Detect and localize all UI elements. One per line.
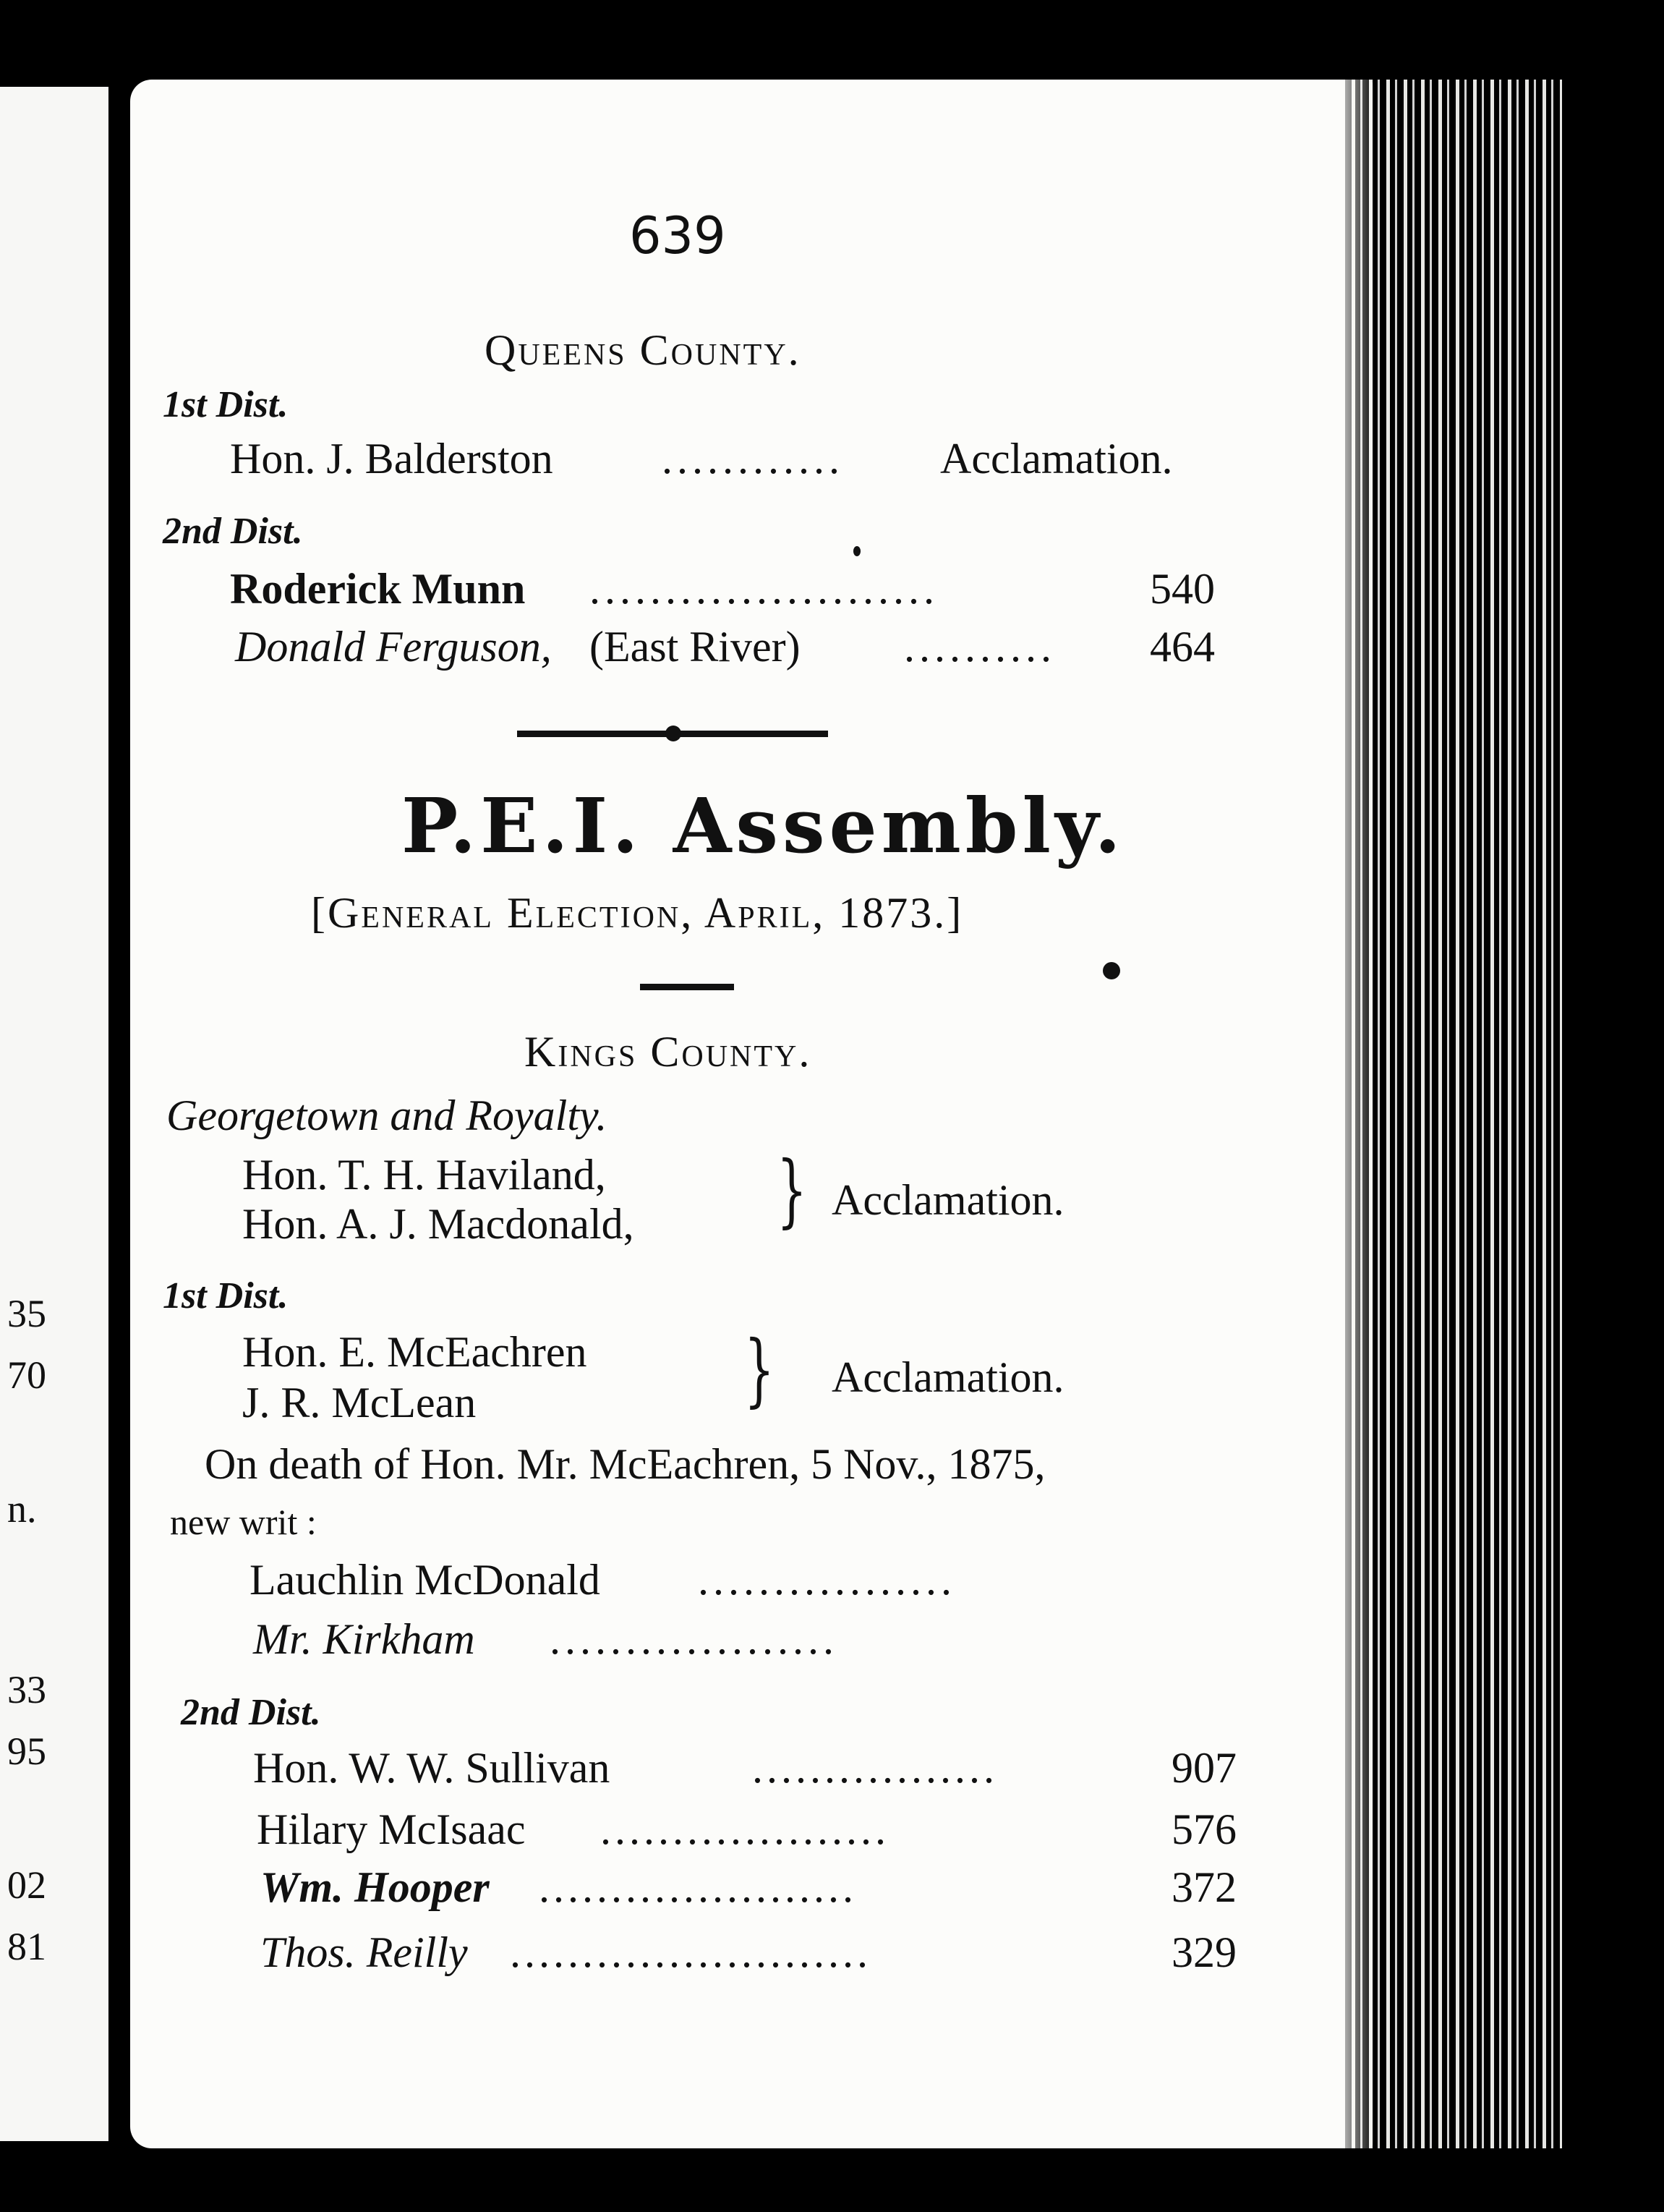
- kings-county-heading: Kings County.: [524, 1028, 812, 1076]
- queens-dist1-result: Acclamation.: [940, 435, 1173, 482]
- page-edges: [1345, 80, 1562, 2148]
- candidate-name: J. R. McLean: [242, 1379, 477, 1426]
- candidate-name: Hon. A. J. Macdonald,: [242, 1200, 634, 1248]
- margin-number: 95: [7, 1730, 46, 1773]
- queens-dist1-label: 1st Dist.: [163, 384, 289, 425]
- margin-number: 35: [7, 1292, 46, 1335]
- margin-number: 33: [7, 1668, 46, 1711]
- candidate-name: Lauchlin McDonald: [249, 1556, 600, 1604]
- queens-dist1-dots: ............: [662, 435, 844, 482]
- brace-icon: }: [777, 1144, 807, 1236]
- dist1-result: Acclamation.: [832, 1353, 1064, 1401]
- death-note: On death of Hon. Mr. McEachren, 5 Nov., 1875,: [205, 1440, 1046, 1488]
- vote-count: 464: [1150, 623, 1215, 671]
- candidate-name: Wm. Hooper: [260, 1863, 490, 1911]
- leader-dots: ...................: [550, 1615, 838, 1663]
- candidate-name: Hilary McIsaac: [257, 1805, 526, 1853]
- vote-count: 576: [1172, 1805, 1237, 1853]
- vote-count: 540: [1150, 565, 1215, 613]
- rule-ornament: [665, 726, 681, 741]
- brace-icon: }: [744, 1323, 775, 1416]
- queens-dist1-name: Hon. J. Balderston: [230, 435, 553, 482]
- queens-dist2-label: 2nd Dist.: [163, 511, 303, 552]
- vote-count: 372: [1172, 1863, 1237, 1911]
- short-rule: [640, 984, 734, 990]
- leader-dots: .........................: [510, 1928, 871, 1976]
- kings-dist1-label: 1st Dist.: [163, 1275, 289, 1316]
- candidate-name: Thos. Reilly: [260, 1928, 468, 1976]
- candidate-name: Hon. W. W. Sullivan: [253, 1744, 610, 1792]
- page-number: 639: [629, 206, 726, 265]
- candidate-name: Donald Ferguson,: [235, 623, 552, 671]
- candidate-name: Roderick Munn: [230, 565, 526, 613]
- georgetown-label: Georgetown and Royalty.: [166, 1092, 607, 1139]
- leader-dots: ..........: [904, 623, 1056, 671]
- margin-number: 02: [7, 1863, 46, 1907]
- margin-number: n.: [7, 1487, 37, 1531]
- leader-dots: .................: [698, 1556, 956, 1604]
- candidate-name: Hon. E. McEachren: [242, 1328, 587, 1376]
- leader-dots: .......................: [589, 565, 939, 613]
- vote-count: 907: [1172, 1744, 1237, 1792]
- candidate-name: Hon. T. H. Haviland,: [242, 1151, 606, 1199]
- new-writ-note: new writ :: [170, 1502, 317, 1542]
- leader-dots: ....................: [600, 1805, 889, 1853]
- candidate-district: (East River): [589, 623, 801, 671]
- margin-number: 70: [7, 1353, 46, 1397]
- kings-dist2-label: 2nd Dist.: [181, 1692, 321, 1733]
- vote-count: 329: [1172, 1928, 1237, 1976]
- leader-dots: .................: [752, 1744, 998, 1792]
- print-speck: [1103, 962, 1120, 979]
- georgetown-result: Acclamation.: [832, 1176, 1064, 1224]
- assembly-subtitle: [General Election, April, 1873.]: [311, 889, 964, 937]
- page-edge-fade: [1331, 80, 1374, 2148]
- print-speck: [853, 546, 861, 556]
- queens-county-heading: Queens County.: [485, 326, 801, 374]
- candidate-name: Mr. Kirkham: [253, 1615, 475, 1663]
- leader-dots: ......................: [539, 1863, 857, 1911]
- facing-page-margin: [0, 87, 108, 2141]
- margin-number: 81: [7, 1925, 46, 1968]
- assembly-heading: P.E.I. Assembly.: [401, 781, 1125, 870]
